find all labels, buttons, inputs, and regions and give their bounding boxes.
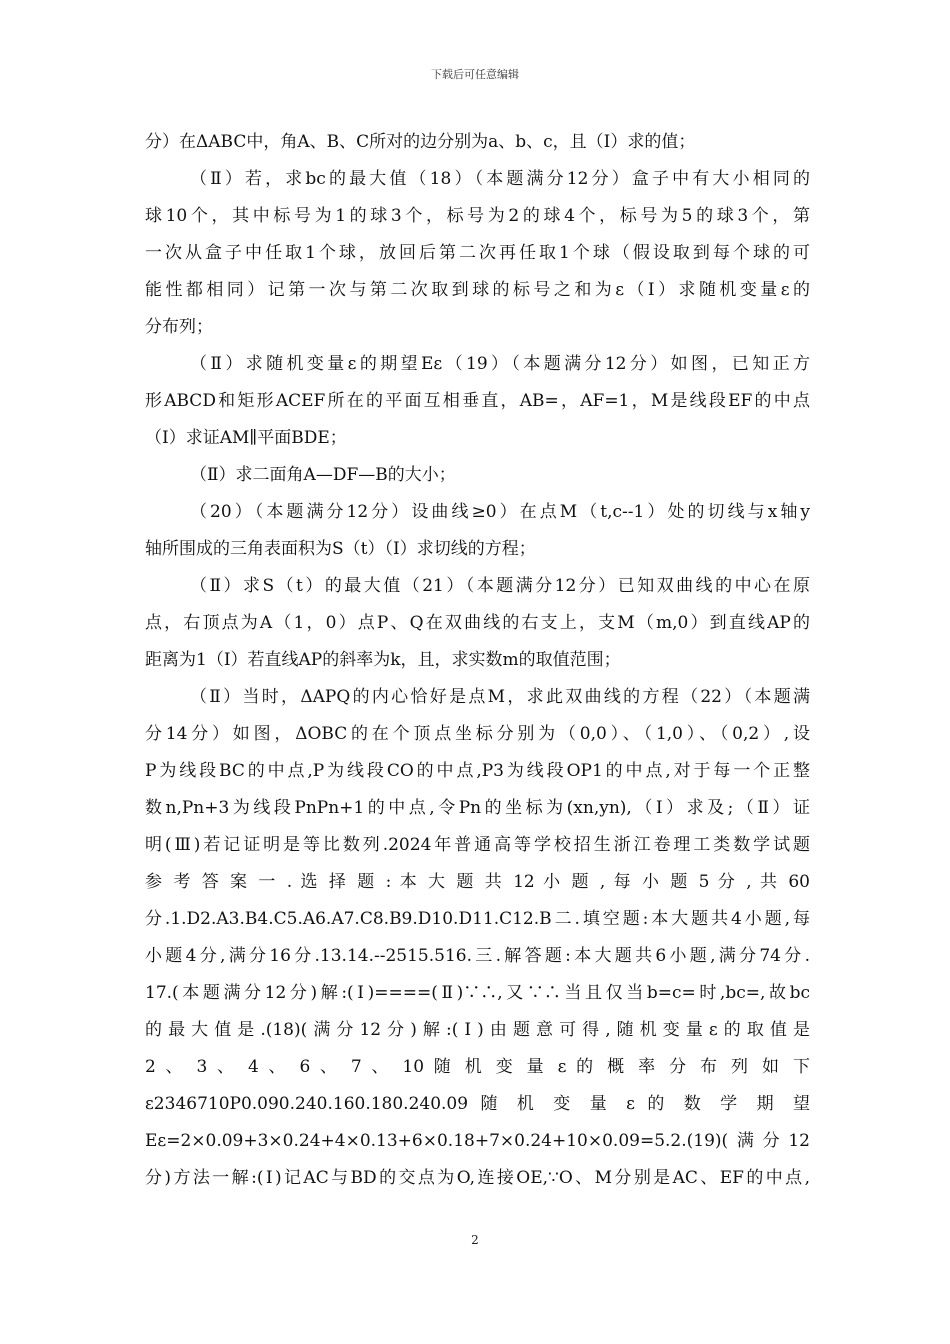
text-line: 能性都相同）记第一次与第二次取到球的标号之和为ε（Ⅰ）求随机变量ε的 [145, 280, 810, 300]
text-line: （Ⅱ）求随机变量ε的期望Eε（19）（本题满分12分）如图，已知正方 [190, 354, 810, 374]
text-line: 形ABCD和矩形ACEF所在的平面互相垂直，AB=，AF=1，M是线段EF的中点 [145, 391, 810, 411]
text-line: （Ⅰ）求证AM∥平面BDE； [145, 428, 347, 448]
text-line: ε2346710P0.090.240.160.180.240.09 随 机 变 量 ε 的 数 学 期 望 [145, 1094, 810, 1114]
text-line: 2 、 3 、 4 、 6 、 7 、 10 随 机 变 量 ε 的 概 率 分 布 列 如 下 [145, 1057, 810, 1077]
text-line: 一次从盒子中任取1个球，放回后第二次再任取1个球（假设取到每个球的可 [145, 243, 810, 263]
page-number: 2 [471, 1233, 479, 1247]
text-line: 参 考 答 案 一 . 选 择 题 : 本 大 题 共 12 小 题 , 每 小 题 5 分 , 共 60 [145, 872, 810, 892]
text-line: Eε=2×0.09+3×0.24+4×0.13+6×0.18+7×0.24+10×0.09=5.2.(19)(满分12 [145, 1131, 810, 1151]
text-line: 分.1.D2.A3.B4.C5.A6.A7.C8.B9.D10.D11.C12.B二.填空题:本大题共4小题,每 [145, 909, 810, 929]
text-line: 分14分）如图，ΔOBC的在个顶点坐标分别为（0,0）、（1,0）、（0,2）,设 [145, 724, 810, 744]
page-header: 下载后可任意编辑 [431, 68, 519, 81]
text-line: 的最大值是.(18)(满分12分)解:(Ⅰ)由题意可得,随机变量ε的取值是 [145, 1020, 810, 1040]
text-line: P为线段BC的中点,P为线段CO的中点,P3为线段OP1的中点,对于每一个正整 [145, 761, 810, 781]
text-line: 17.(本题满分12分)解:(Ⅰ)====(Ⅱ)∵∴,又∵∴当且仅当b=c=时,bc=,故bc [145, 983, 810, 1003]
document-body [145, 124, 810, 1197]
text-line: 分)方法一解:(Ⅰ)记AC与BD的交点为O,连接OE,∵O、M分别是AC、EF的中点, [145, 1168, 810, 1188]
text-line: 明(Ⅲ)若记证明是等比数列.2024年普通高等学校招生浙江卷理工类数学试题 [145, 835, 810, 855]
text-line: 小题4分,满分16分.13.14.--2515.516.三.解答题:本大题共6小题,满分74分. [145, 946, 810, 966]
text-line: （20）（本题满分12分）设曲线≥0）在点M（t,c--1）处的切线与x轴y [190, 502, 810, 522]
text-line: 球10个，其中标号为1的球3个，标号为2的球4个，标号为5的球3个，第 [145, 206, 810, 226]
text-line: 分布列； [145, 317, 213, 337]
text-line: （Ⅱ）求S（t）的最大值（21）（本题满分12分）已知双曲线的中心在原 [190, 576, 810, 596]
text-line: 数n,Pn+3为线段PnPn+1的中点,令Pn的坐标为(xn,yn),（Ⅰ）求及;（Ⅱ）证 [145, 798, 810, 818]
text-line: （Ⅱ）若，求bc的最大值（18）（本题满分12分）盒子中有大小相同的 [190, 169, 810, 189]
text-line: 距离为1（Ⅰ）若直线AP的斜率为k，且，求实数m的取值范围； [145, 650, 621, 670]
text-line: （Ⅱ）当时，ΔAPQ的内心恰好是点M，求此双曲线的方程（22）（本题满 [190, 687, 810, 707]
text-line: 轴所围成的三角表面积为S（t）（Ⅰ）求切线的方程； [145, 539, 536, 559]
text-line: 分）在ΔABC中，角A、B、C所对的边分别为a、b、c，且（Ⅰ）求的值； [145, 132, 696, 152]
text-line: （Ⅱ）求二面角A—DF—B的大小； [190, 465, 456, 485]
text-line: 点，右顶点为A（1，0）点P、Q在双曲线的右支上，支M（m,0）到直线AP的 [145, 613, 810, 633]
